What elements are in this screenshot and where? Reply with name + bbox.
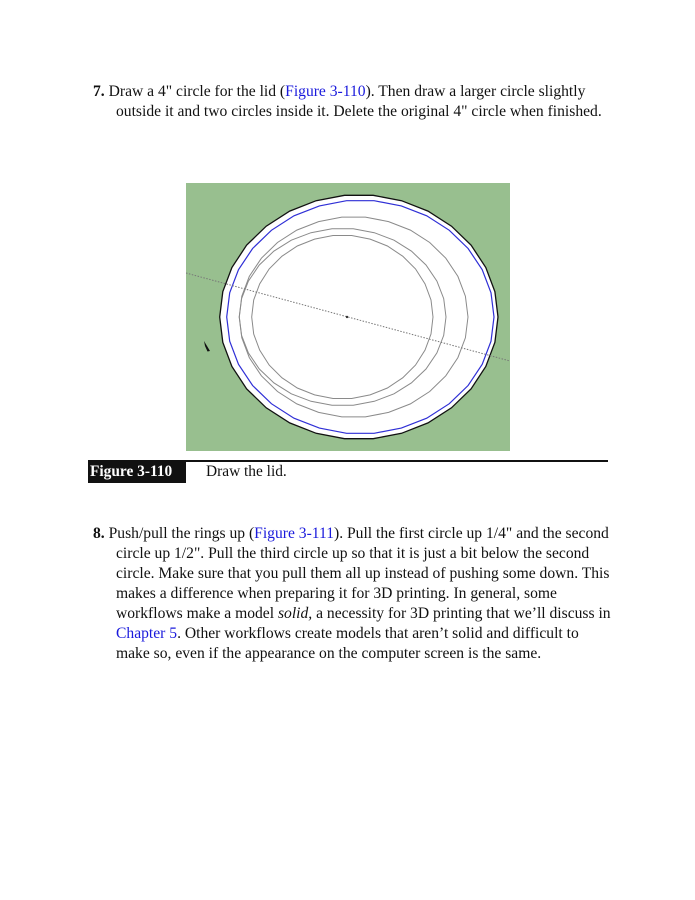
step-text: ). Pull the first circle up 1/4" and the second circle up 1/2". Pull the third circle up so that it is just a bit below the second circle. Make sure that you pull them all up instead of pushing some down. This makes a difference when preparing it for 3D printing. In general, some workflows make a model <box>116 525 610 622</box>
step-number: 8. <box>93 525 105 542</box>
step-text: . Other workflows create models that aren’t solid and difficult to make so, even if the appearance on the computer screen is the same. <box>116 625 579 662</box>
step-text: ). Then draw a larger circle slightly outside it and two circles inside it. Delete the original 4" circle when finished. <box>116 83 602 120</box>
step-number: 7. <box>93 83 105 100</box>
center-point <box>346 316 348 318</box>
step-8-paragraph <box>93 524 613 664</box>
step-text: Draw a 4" circle for the lid ( <box>108 83 286 100</box>
lid-drawing <box>186 183 510 451</box>
figure-3-110-link[interactable]: Figure 3-110 <box>285 83 366 100</box>
step-text: Push/pull the rings up ( <box>108 525 255 542</box>
figure-3-111-link[interactable]: Figure 3-111 <box>254 525 334 542</box>
chapter-5-link[interactable]: Chapter 5 <box>116 625 178 642</box>
figure-label: Figure 3-110 <box>88 461 186 483</box>
step-7-paragraph <box>93 82 613 122</box>
outer-lid-circle <box>220 195 498 438</box>
figure-image <box>186 183 510 451</box>
solid-emphasis: solid, <box>277 605 313 622</box>
cursor-arrow-icon <box>204 341 210 352</box>
figure-caption: Draw the lid. <box>206 463 287 480</box>
step-text: a necessity for 3D printing that we’ll discuss in <box>312 605 611 622</box>
